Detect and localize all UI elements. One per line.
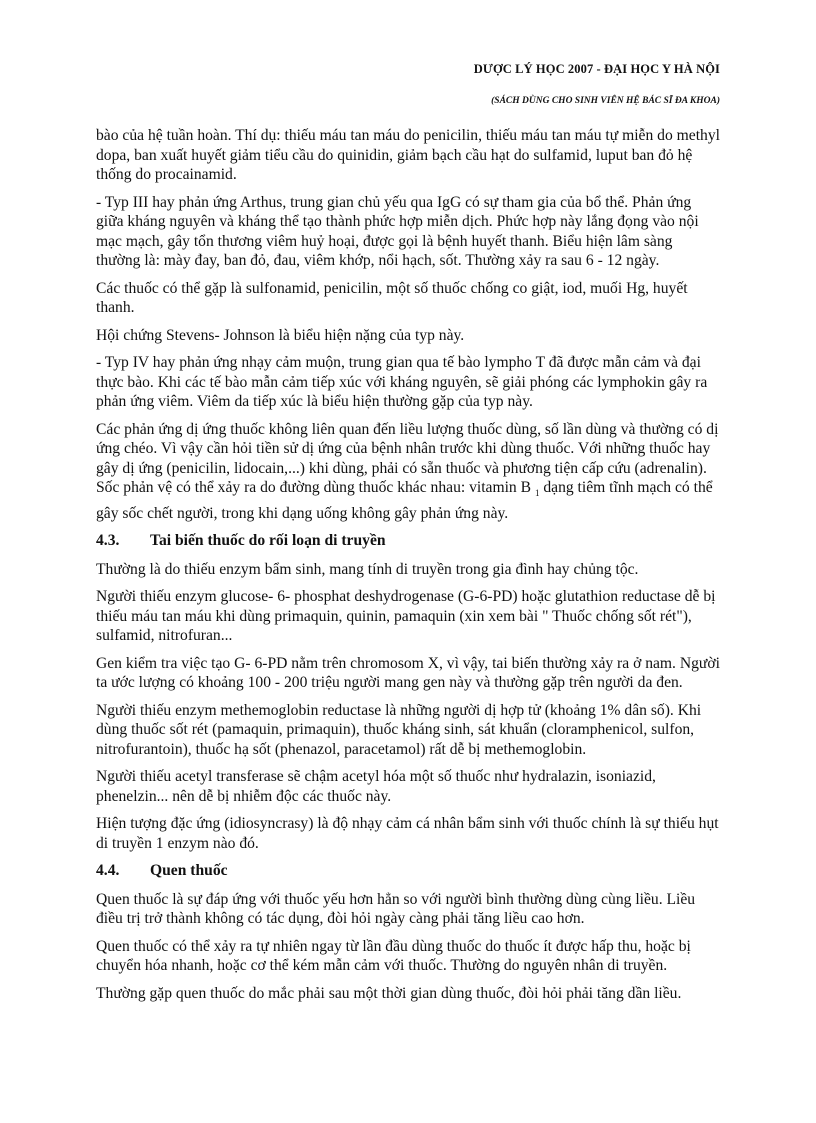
section-number: 4.3. (96, 532, 120, 550)
section-heading-4-3 (96, 531, 720, 551)
paragraph: Thường gặp quen thuốc do mắc phải sau một thời gian dùng thuốc, đòi hỏi phải tăng dần liều. (96, 984, 682, 1002)
paragraph: Hội chứng Stevens- Johnson là biểu hiện nặng của typ này. (96, 326, 465, 344)
paragraph: Quen thuốc có thể xảy ra tự nhiên ngay từ lần đầu dùng thuốc do thuốc ít được hấp thu, hoặc bị chuyển hóa nhanh, hoặc cơ thể kém mẫn cảm với thuốc. Thường do nguyên nhân di truyền. (96, 937, 691, 975)
paragraph: - Typ III hay phản ứng Arthus, trung gian chủ yếu qua IgG có sự tham gia của bổ thể. Phản ứng giữa kháng nguyên và kháng thể tạo thành phức hợp miễn dịch. Phức hợp này lắng đọng vào nội mạc mạch, gây tổn thương viêm huỷ hoại, được gọi là bệnh huyết thanh. Biểu hiện lâm sàng thường là: mày đay, ban đỏ, đau, viêm khớp, nổi hạch, sốt. Thường xảy ra sau 6 - 12 ngày. (96, 193, 699, 269)
section-title: Tai biến thuốc do rối loạn di truyền (150, 532, 386, 550)
paragraph: bào của hệ tuần hoàn. Thí dụ: thiếu máu tan máu do penicilin, thiếu máu tan máu tự miễn do methyl dopa, ban xuất huyết giảm tiểu cầu do quinidin, giảm bạch cầu hạt do sulfamid, luput ban đỏ hệ thống do procainamid. (96, 127, 720, 183)
paragraph: Quen thuốc là sự đáp ứng với thuốc yếu hơn hẳn so với người bình thường dùng cùng liều. Liều điều trị trở thành không có tác dụng, đòi hỏi ngày càng phải tăng liều cao hơn. (96, 890, 696, 928)
section-title: Quen thuốc (150, 862, 228, 880)
paragraph: Gen kiểm tra việc tạo G- 6-PD nằm trên chromosom X, vì vậy, tai biến thường xảy ra ở nam. Người ta ước lượng có khoảng 100 - 200 triệu người mang gen này và thường gặp trên người da đen. (96, 654, 720, 692)
paragraph: Người thiếu acetyl transferase sẽ chậm acetyl hóa một số thuốc như hydralazin, isoniazid, phenelzin... nên dễ bị nhiễm độc các thuốc này. (96, 768, 656, 805)
running-header-title: DƯỢC LÝ HỌC 2007 - ĐẠI HỌC Y HÀ NỘI (473, 62, 720, 76)
paragraph-text: dạng tiêm tĩnh mạch có thể gây sốc chết người, trong khi dạng uống không gây phản ứng này. (96, 479, 713, 522)
paragraph-text: Các phản ứng dị ứng thuốc không liên quan đến liều lượng thuốc dùng, số lần dùng và thường có dị ứng chéo. Vì vậy cần hỏi tiền sử dị ứng của bệnh nhân trước khi dùng thuốc. Với những thuốc hay gây dị ứng (penicilin, lidocain,...) khi dùng, phải có sẵn thuốc và phương tiện cấp cứu (adrenalin). Sốc phản vệ có thể xảy ra do đường dùng thuốc khác nhau: vitamin B (96, 420, 719, 496)
paragraph: Các thuốc có thể gặp là sulfonamid, penicilin, một số thuốc chống co giật, iod, muối Hg, huyết thanh. (96, 279, 688, 316)
paragraph (96, 420, 720, 524)
section-heading-4-4 (96, 861, 720, 881)
paragraph: Thường là do thiếu enzym bẩm sinh, mang tính di truyền trong gia đình hay chủng tộc. (96, 560, 639, 578)
paragraph: Người thiếu enzym glucose- 6- phosphat deshydrogenase (G-6-PD) hoặc glutathion reductase dễ bị thiếu máu tan máu khi dùng primaquin, quinin, pamaquin (xin xem bài " Thuốc chống sốt rét"), sulfamid, nitrofuran... (96, 588, 716, 645)
paragraph: - Typ IV hay phản ứng nhạy cảm muộn, trung gian qua tế bào lympho T đã được mẫn cảm và đại thực bào. Khi các tế bào mẫn cảm tiếp xúc với kháng nguyên, sẽ giải phóng các lymphokin gây ra phản ứng viêm. Viêm da tiếp xúc là biểu hiện thường gặp của typ này. (96, 354, 708, 410)
body-text (96, 126, 720, 1011)
paragraph: Hiện tượng đặc ứng (idiosyncrasy) là độ nhạy cảm cá nhân bẩm sinh với thuốc chính là sự thiếu hụt di truyền 1 enzym nào đó. (96, 815, 719, 852)
section-number: 4.4. (96, 862, 120, 880)
paragraph: Người thiếu enzym methemoglobin reductase là những người dị hợp tử (khoảng 1% dân số). Khi dùng thuốc sốt rét (pamaquin, primaquin), thuốc kháng sinh, sát khuẩn (cloramphenicol, sulfon, nitrofurantoin), thuốc hạ sốt (phenazol, paracetamol) rất dễ bị methemoglobin. (96, 701, 702, 758)
subscript: 1 (534, 488, 540, 499)
running-header-subtitle: (SÁCH DÙNG CHO SINH VIÊN HỆ BÁC SĨ ĐA KHOA) (491, 96, 720, 106)
